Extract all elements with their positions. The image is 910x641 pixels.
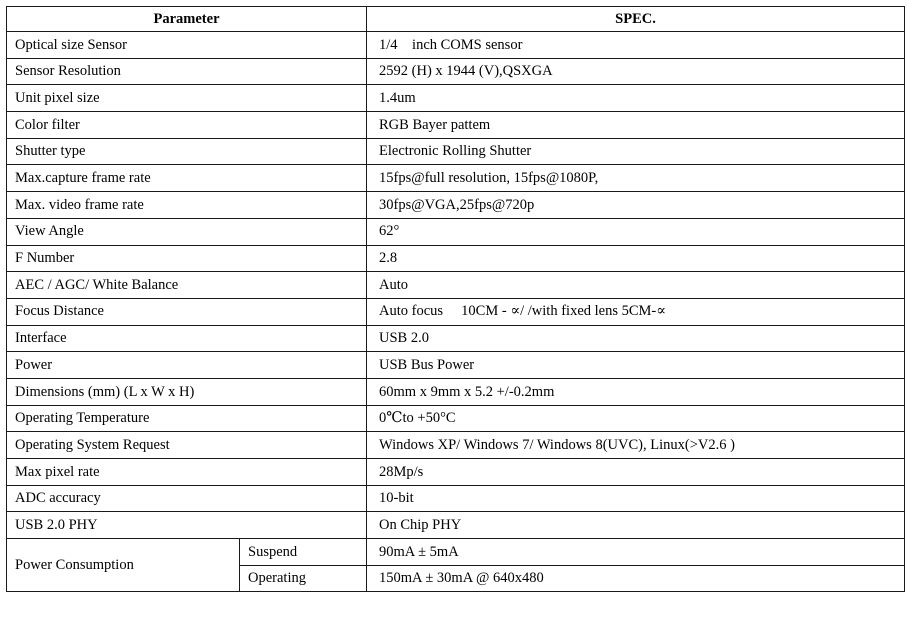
- spec-table: [6, 6, 905, 592]
- table-row: [7, 459, 905, 486]
- power-mode-label: Operating: [240, 565, 367, 592]
- parameter-cell: F Number: [7, 245, 367, 272]
- parameter-cell: Power: [7, 352, 367, 379]
- parameter-cell: Interface: [7, 325, 367, 352]
- parameter-cell: Sensor Resolution: [7, 58, 367, 85]
- parameter-cell: Dimensions (mm) (L x W x H): [7, 378, 367, 405]
- spec-cell: Auto: [367, 272, 905, 299]
- table-row: [7, 245, 905, 272]
- parameter-cell: Max pixel rate: [7, 459, 367, 486]
- table-row: [7, 512, 905, 539]
- parameter-cell: USB 2.0 PHY: [7, 512, 367, 539]
- spec-cell: 2.8: [367, 245, 905, 272]
- table-row: [7, 192, 905, 219]
- power-mode-spec: 90mA ± 5mA: [367, 539, 905, 566]
- spec-cell: Auto focus 10CM - ∝/ /with fixed lens 5CM-∝: [367, 298, 905, 325]
- spec-cell: 1.4um: [367, 85, 905, 112]
- table-row: [7, 272, 905, 299]
- spec-cell: 62°: [367, 218, 905, 245]
- parameter-cell: View Angle: [7, 218, 367, 245]
- spec-cell: 2592 (H) x 1944 (V),QSXGA: [367, 58, 905, 85]
- table-header-row: [7, 7, 905, 32]
- table-body: [7, 32, 905, 592]
- spec-cell: USB Bus Power: [367, 352, 905, 379]
- parameter-cell: Color filter: [7, 112, 367, 139]
- parameter-cell: Optical size Sensor: [7, 32, 367, 59]
- spec-cell: Windows XP/ Windows 7/ Windows 8(UVC), Linux(>V2.6 ): [367, 432, 905, 459]
- table-row: [7, 539, 905, 566]
- table-row: [7, 112, 905, 139]
- parameter-cell: Max.capture frame rate: [7, 165, 367, 192]
- spec-cell: On Chip PHY: [367, 512, 905, 539]
- spec-cell: 0℃to +50°C: [367, 405, 905, 432]
- table-row: [7, 378, 905, 405]
- spec-cell: 1/4 inch COMS sensor: [367, 32, 905, 59]
- table-row: [7, 138, 905, 165]
- table-row: [7, 218, 905, 245]
- table-row: [7, 85, 905, 112]
- spec-cell: 30fps@VGA,25fps@720p: [367, 192, 905, 219]
- header-spec: SPEC.: [367, 7, 905, 32]
- table-row: [7, 32, 905, 59]
- spec-cell: Electronic Rolling Shutter: [367, 138, 905, 165]
- parameter-cell: Operating Temperature: [7, 405, 367, 432]
- parameter-cell: Shutter type: [7, 138, 367, 165]
- parameter-cell: Operating System Request: [7, 432, 367, 459]
- spec-cell: 60mm x 9mm x 5.2 +/-0.2mm: [367, 378, 905, 405]
- parameter-cell: AEC / AGC/ White Balance: [7, 272, 367, 299]
- parameter-cell: Max. video frame rate: [7, 192, 367, 219]
- spec-cell: 28Mp/s: [367, 459, 905, 486]
- table-row: [7, 325, 905, 352]
- power-mode-spec: 150mA ± 30mA @ 640x480: [367, 565, 905, 592]
- table-row: [7, 405, 905, 432]
- table-row: [7, 432, 905, 459]
- table-row: [7, 58, 905, 85]
- table-row: [7, 352, 905, 379]
- header-parameter: Parameter: [7, 7, 367, 32]
- power-mode-label: Suspend: [240, 539, 367, 566]
- parameter-cell: ADC accuracy: [7, 485, 367, 512]
- table-row: [7, 298, 905, 325]
- spec-cell: 10-bit: [367, 485, 905, 512]
- spec-cell: USB 2.0: [367, 325, 905, 352]
- table-row: [7, 165, 905, 192]
- table-row: [7, 485, 905, 512]
- spec-cell: 15fps@full resolution, 15fps@1080P,: [367, 165, 905, 192]
- power-consumption-label: Power Consumption: [7, 539, 240, 592]
- spec-cell: RGB Bayer pattem: [367, 112, 905, 139]
- parameter-cell: Focus Distance: [7, 298, 367, 325]
- parameter-cell: Unit pixel size: [7, 85, 367, 112]
